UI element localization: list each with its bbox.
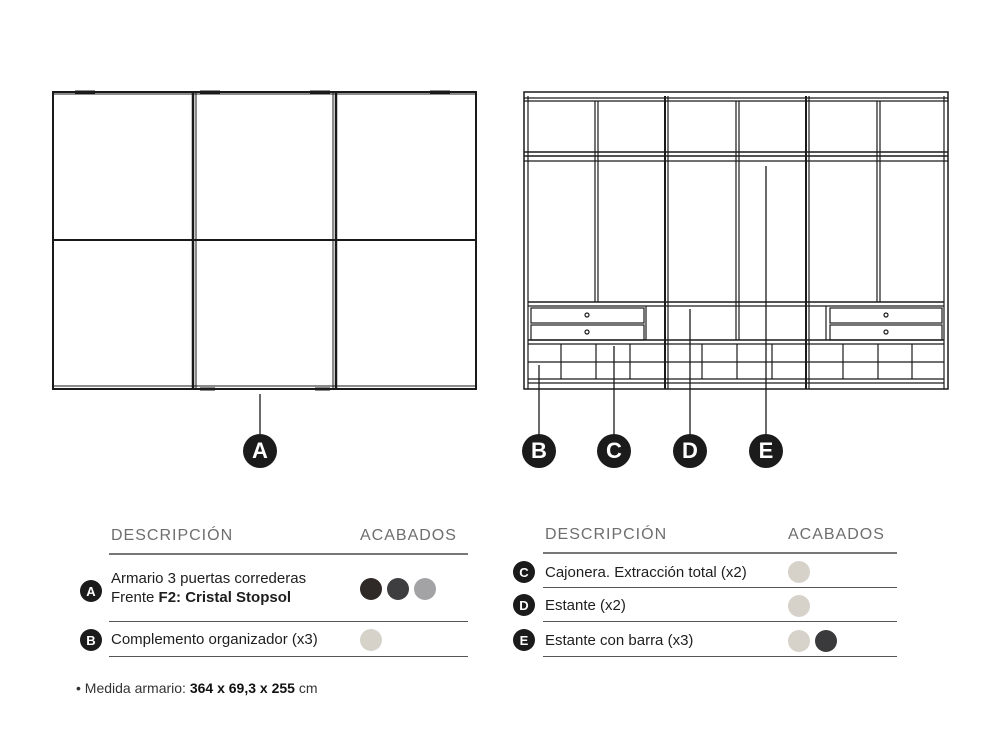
finish-swatch-beige [788, 630, 810, 652]
row-badge-a: A [80, 580, 102, 602]
finish-swatch-beige [788, 561, 810, 583]
row-divider [109, 656, 468, 657]
callout-b: B [522, 434, 556, 468]
row-badge-b: B [80, 629, 102, 651]
row-badge-d: D [513, 594, 535, 616]
row-a-line2 [111, 588, 306, 607]
left-header-description: DESCRIPCIÓN [111, 527, 234, 544]
callout-e: E [749, 434, 783, 468]
finish-swatch-grey [414, 578, 436, 600]
dimensions-footnote [76, 680, 318, 696]
row-a-line2-bold: F2: Cristal Stopsol [158, 589, 292, 606]
row-badge-c: C [513, 561, 535, 583]
row-divider [543, 587, 897, 588]
row-a-description [111, 569, 306, 607]
finish-swatch-dark-wood [360, 578, 382, 600]
row-a-line1: Armario 3 puertas correderas [111, 570, 307, 587]
finish-swatch-anthracite [815, 630, 837, 652]
callout-d: D [673, 434, 707, 468]
row-c-description: Cajonera. Extracción total (x2) [545, 564, 747, 581]
left-header-rule [109, 553, 468, 555]
right-header-description: DESCRIPCIÓN [545, 526, 668, 543]
finish-swatch-graphite [387, 578, 409, 600]
row-badge-e: E [513, 629, 535, 651]
row-a-line2-prefix: Frente [111, 589, 159, 606]
row-divider [543, 621, 897, 622]
right-header-rule [543, 552, 897, 554]
finish-swatch-beige [788, 595, 810, 617]
finish-swatch-beige [360, 629, 382, 651]
callout-a: A [243, 434, 277, 468]
row-d-description: Estante (x2) [545, 597, 626, 614]
row-e-description: Estante con barra (x3) [545, 632, 694, 649]
row-b-description: Complemento organizador (x3) [111, 631, 318, 648]
right-header-finishes: ACABADOS [788, 526, 885, 543]
callout-c: C [597, 434, 631, 468]
front-view-drawing [53, 92, 476, 434]
interior-view-drawing [524, 92, 948, 436]
footnote-unit: cm [294, 680, 318, 696]
left-header-finishes: ACABADOS [360, 527, 457, 544]
row-divider [543, 656, 897, 657]
footnote-dimensions: 364 x 69,3 x 255 [189, 680, 295, 696]
row-divider [109, 621, 468, 622]
footnote-prefix: • Medida armario: [76, 680, 190, 696]
